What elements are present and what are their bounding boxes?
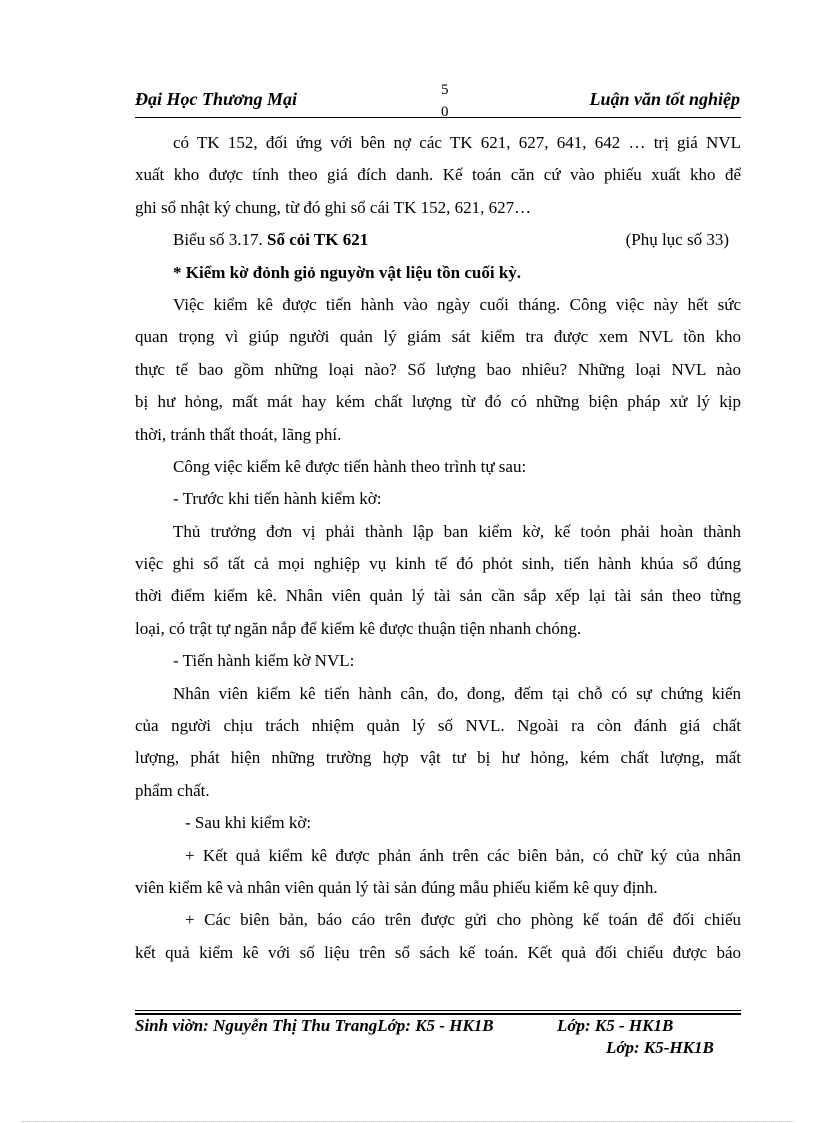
text-line: ghi sổ nhật ký chung, từ đó ghi sổ cái TK 152, 621, 627… <box>135 197 532 217</box>
footer-class-2: Lớp: K5-HK1B <box>606 1038 714 1057</box>
text-line: của người chịu trách nhiệm quản lý số NVL. Ngoài ra còn đánh giá chất <box>135 716 741 736</box>
page-number-digit-1: 5 <box>441 82 449 98</box>
step-label: - Trước khi tiến hành kiểm kờ: <box>173 489 382 509</box>
text-line: thực tế bao gồm những loại nào? Số lượng bao nhiêu? Những loại NVL nào <box>135 359 741 379</box>
text-line: lượng, phát hiện những trường hợp vật tư bị hư hỏng, kém chất lượng, mất <box>135 748 741 768</box>
bieu-reference: (Phụ lục số 33) <box>625 230 729 250</box>
text-line: thời, tránh thất thoát, lãng phí. <box>135 424 342 444</box>
step-label: - Tiến hành kiểm kờ NVL: <box>173 651 355 671</box>
text-line: xuất kho được tính theo giá đích danh. Kế toán căn cứ vào phiếu xuất kho để <box>135 165 741 185</box>
step-label: - Sau khi kiểm kờ: <box>185 813 312 833</box>
text-line: + Kết quả kiểm kê được phản ánh trên các biên bản, có chữ ký của nhân <box>185 845 741 865</box>
text-line: + Các biên bản, báo cáo trên được gửi cho phòng kế toán để đối chiếu <box>185 910 741 930</box>
footer-student: Sinh viờn: Nguyễn Thị Thu TrangLớp: K5 - HK1B <box>135 1016 494 1035</box>
text-line: có TK 152, đối ứng với bên nợ các TK 621, 627, 641, 642 … trị giá NVL <box>173 133 741 152</box>
bieu-caption <box>173 224 368 256</box>
page-edge-dotted-line <box>22 1121 794 1122</box>
text-line: Công việc kiểm kê được tiến hành theo trình tự sau: <box>173 456 527 476</box>
footer-class-1: Lớp: K5 - HK1B <box>557 1016 674 1035</box>
text-line: kết quả kiểm kê với số liệu trên sổ sách kế toán. Kết quả đối chiếu được báo <box>135 942 741 962</box>
bieu-line <box>135 224 741 256</box>
footer-rule-thick <box>135 1013 741 1015</box>
bieu-title: Sổ cỏi TK 621 <box>266 230 369 250</box>
section-heading: * Kiểm kờ đỏnh giỏ nguyờn vật liệu tồn cuối kỳ. <box>173 262 522 282</box>
header-left-title: Đại Học Thương Mại <box>135 89 297 109</box>
page-number-digit-2: 0 <box>441 104 449 120</box>
text-line: Việc kiểm kê được tiến hành vào ngày cuối tháng. Công việc này hết sức <box>173 294 741 314</box>
text-line: loại, có trật tự ngăn nắp để kiểm kê được thuận tiện nhanh chóng. <box>135 618 582 638</box>
header-rule <box>135 117 741 118</box>
text-line: quan trọng vì giúp người quản lý giám sát kiểm tra được xem NVL tồn kho <box>135 327 741 347</box>
text-line: Thủ trưởng đơn vị phải thành lập ban kiểm kờ, kế toỏn phải hoàn thành <box>173 521 741 541</box>
text-line: Nhân viên kiểm kê tiến hành cân, đo, đong, đếm tại chỗ có sự chứng kiến <box>173 683 741 703</box>
text-line: việc ghi sổ tất cả mọi nghiệp vụ kinh tế đó phỏt sinh, tiến hành khúa sổ đúng <box>135 554 741 574</box>
header-right-title: Luận văn tốt nghiệp <box>589 89 740 109</box>
text-line: phẩm chất. <box>135 780 210 800</box>
body-text <box>135 127 741 969</box>
text-line: bị hư hỏng, mất mát hay kém chất lượng từ đó có những biện pháp xử lý kịp <box>135 392 741 412</box>
bieu-prefix: Biểu số 3.17. <box>173 230 267 250</box>
text-line: viên kiểm kê và nhân viên quản lý tài sản đúng mẫu phiếu kiểm kê quy định. <box>135 877 658 897</box>
text-line: thời điểm kiểm kê. Nhân viên quản lý tài sản cần sắp xếp lại tài sản theo từng <box>135 586 741 606</box>
footer-rule-thin <box>135 1010 741 1011</box>
